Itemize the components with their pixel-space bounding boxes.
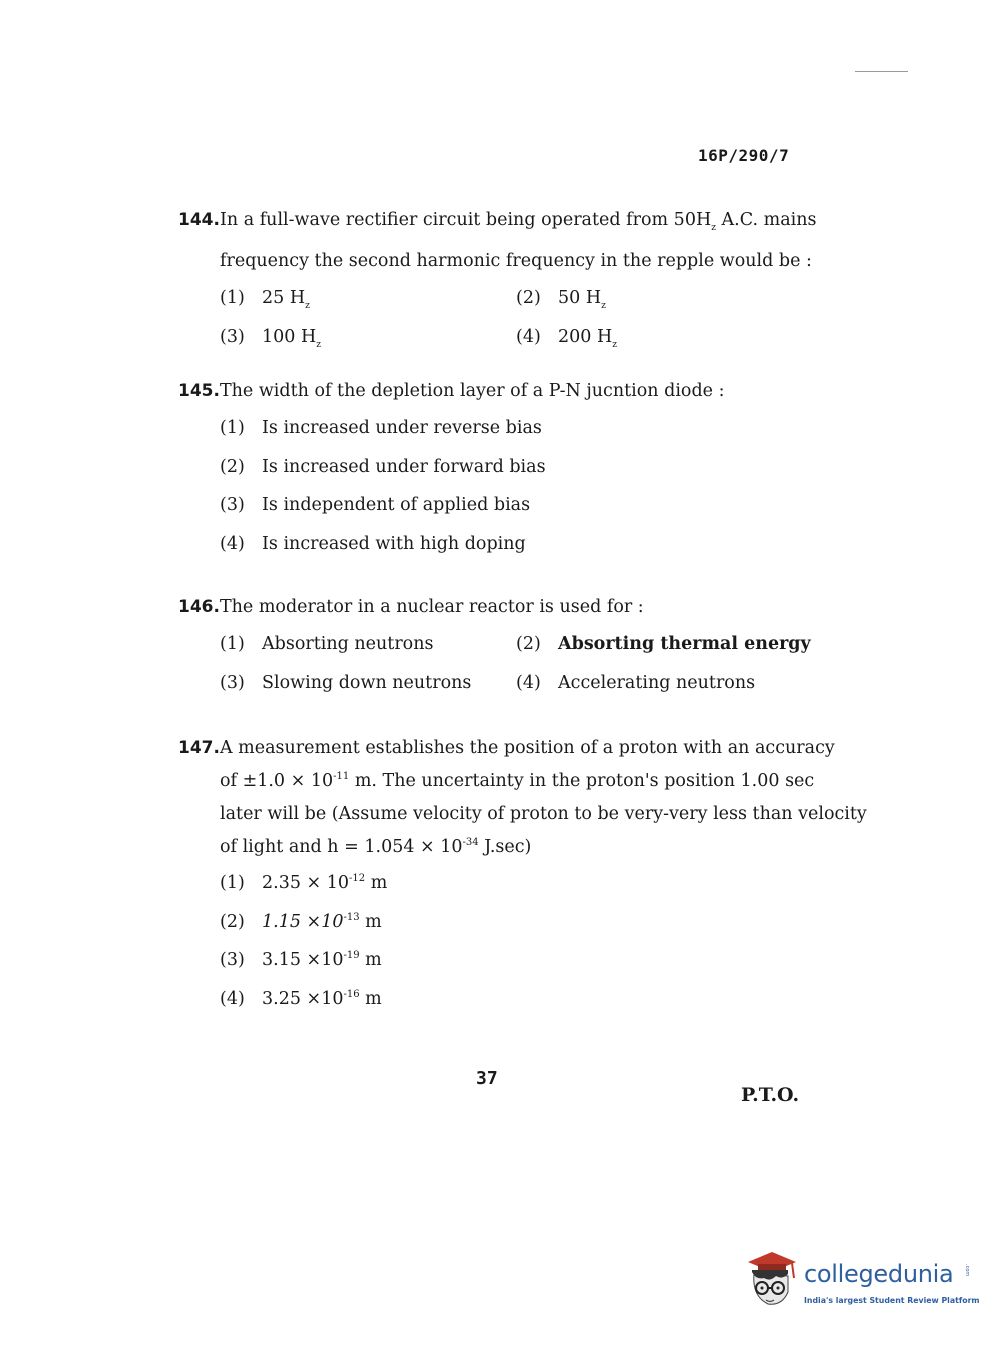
logo-wordmark: collegedunia <box>804 1260 954 1288</box>
option-row <box>178 667 818 706</box>
collegedunia-logo[interactable] <box>742 1250 980 1320</box>
question-number: 147. <box>178 738 220 758</box>
option-row <box>178 983 838 1022</box>
pto-label: P.T.O. <box>741 1084 800 1106</box>
option-row <box>178 628 818 667</box>
option-row <box>178 906 838 945</box>
question-line: 146.The moderator in a nuclear reactor is used for : <box>178 597 644 617</box>
question-line: frequency the second harmonic frequency in the repple would be : <box>220 251 812 271</box>
option-3[interactable]: (3) $3.15 \times 10^{-19}$ m <box>220 950 382 970</box>
option-1[interactable]: (1) Is increased under reverse bias <box>220 418 542 438</box>
page-number: 37 <box>476 1068 498 1089</box>
option-row <box>178 321 818 360</box>
option-row <box>178 528 818 567</box>
top-rule <box>855 71 908 72</box>
option-2[interactable]: (2) $1.15 \times 10^{-13}$ m <box>220 911 382 932</box>
option-row <box>178 944 838 983</box>
option-3[interactable]: (3) Slowing down neutrons <box>220 672 472 693</box>
question-line: 147.A measurement establishes the position of a proton with an accuracy <box>178 738 835 758</box>
question-line: 144.In a full-wave rectifier circuit being operated from $50H_z$ A.C. mains <box>178 210 817 233</box>
option-4[interactable]: (4) $3.25 \times 10^{-16}$ m <box>220 988 382 1009</box>
logo-domain-suffix: .com <box>964 1264 970 1277</box>
option-2[interactable]: (2) Is increased under forward bias <box>220 456 546 477</box>
option-row <box>178 412 818 451</box>
option-row <box>178 489 818 528</box>
option-row <box>178 451 818 490</box>
question-number: 144. <box>178 210 220 230</box>
question-146 <box>178 591 818 705</box>
option-1[interactable]: (1) 25 $H_z$ <box>220 288 310 311</box>
question-145 <box>178 375 818 566</box>
option-3[interactable]: (3) Is independent of applied bias <box>220 495 531 515</box>
option-3[interactable]: (3) 100 $H_z$ <box>220 326 321 350</box>
option-1[interactable]: (1) $2.35 \times 10^{-12}$ m <box>220 873 388 893</box>
option-2[interactable]: (2) 50 $H_z$ <box>516 288 606 311</box>
option-row <box>178 867 838 906</box>
option-4[interactable]: (4) 200 $H_z$ <box>516 326 617 350</box>
question-number: 146. <box>178 597 220 617</box>
option-row <box>178 282 818 321</box>
question-line: 145.The width of the depletion layer of a P-N jucntion diode : <box>178 381 725 401</box>
option-4[interactable]: (4) Is increased with high doping <box>220 533 526 554</box>
option-2[interactable]: (2) Absorting thermal energy <box>516 634 811 654</box>
paper-code: 16P/290/7 <box>698 146 790 165</box>
question-144 <box>178 204 818 359</box>
question-147 <box>178 732 867 1021</box>
question-line: of $\pm 1.0 \times 10^{-11}$ m. The uncertainty in the proton's position 1.00 sec <box>220 771 815 791</box>
question-number: 145. <box>178 381 220 401</box>
question-line: later will be (Assume velocity of proton to be very-very less than velocity <box>220 804 867 824</box>
question-line: of light and $h = 1.054 \times 10^{-34}$ J.sec) <box>220 837 532 857</box>
logo-tagline: India's largest Student Review Platform <box>804 1296 980 1305</box>
option-4[interactable]: (4) Accelerating neutrons <box>516 672 756 693</box>
option-1[interactable]: (1) Absorting neutrons <box>220 634 434 654</box>
graduate-mascot-icon <box>742 1250 800 1312</box>
